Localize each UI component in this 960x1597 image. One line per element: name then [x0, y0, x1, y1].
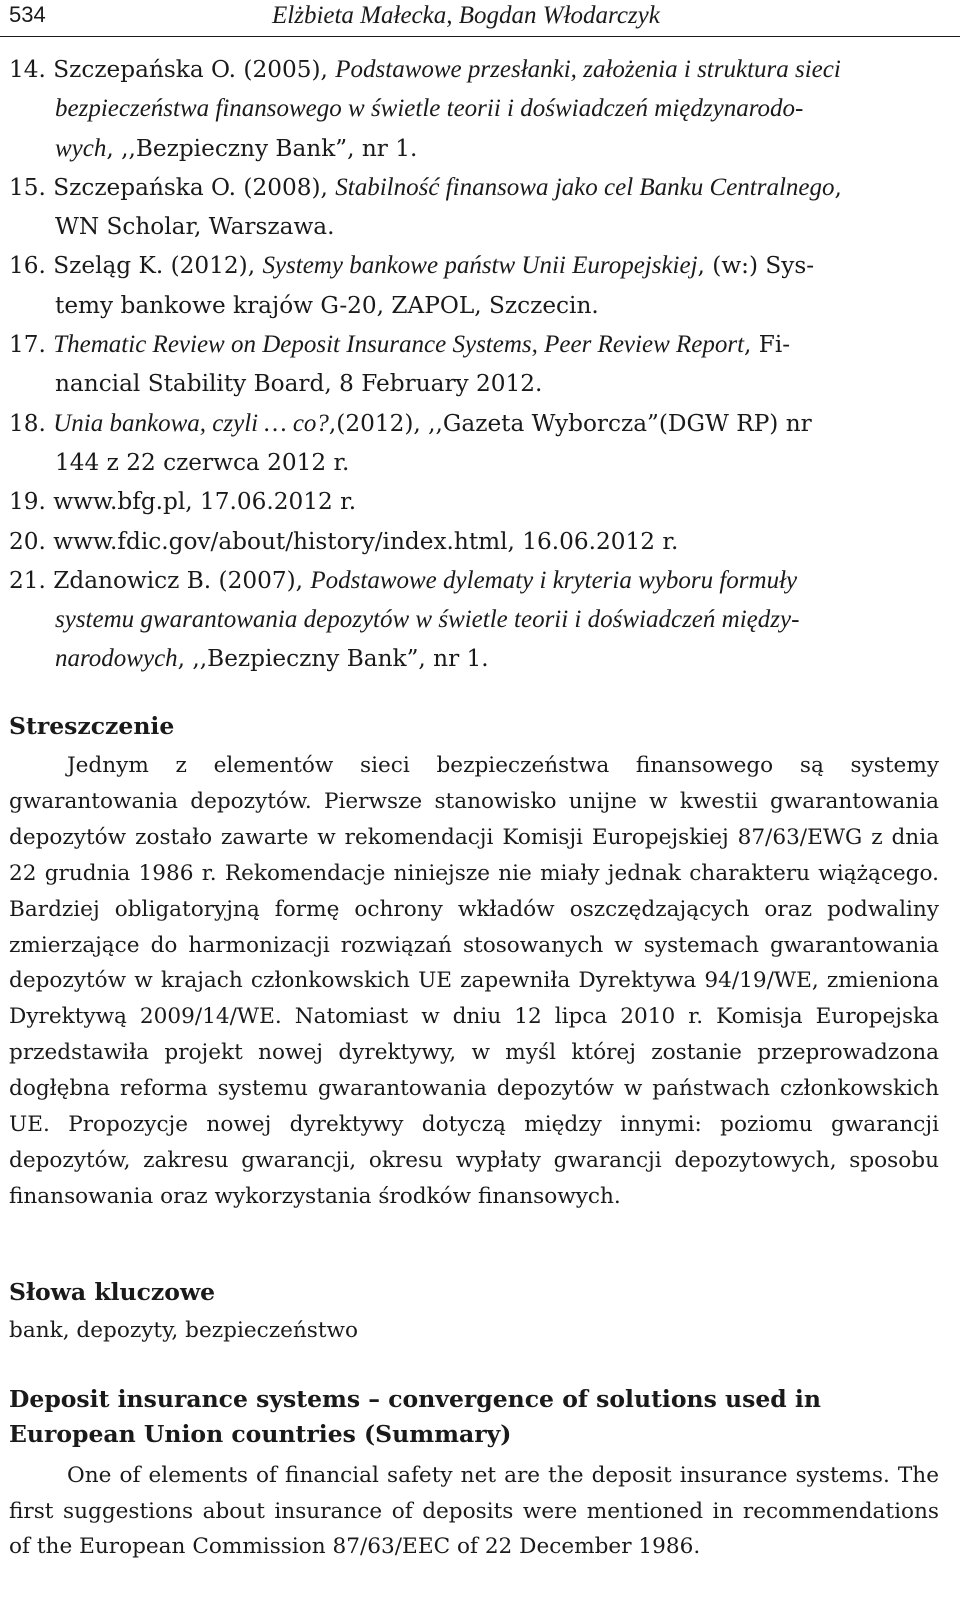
reference-17-title: Thematic Review on Deposit Insurance Systems, Peer Review Report	[53, 331, 745, 359]
reference-18-number: 18.	[9, 409, 54, 437]
reference-14-author: 14. Szczepańska O. (2005),	[9, 56, 336, 83]
reference-14-title-cont: bezpieczeństwa finansowego w świetle teorii i doświadczeń międzynarodo-	[55, 95, 804, 123]
reference-15-publisher: WN Scholar, Warszawa.	[55, 213, 335, 241]
reference-21-source: , ,,Bezpieczny Bank”, nr 1.	[177, 645, 489, 673]
reference-16	[9, 246, 944, 325]
reference-18-source: ,(2012), ,,Gazeta Wyborcza”(DGW RP) nr	[328, 409, 812, 437]
reference-18	[9, 404, 944, 483]
reference-15-author: 15. Szczepańska O. (2008),	[9, 173, 336, 201]
reference-21	[9, 561, 944, 679]
reference-15	[9, 168, 944, 247]
reference-17-number: 17.	[9, 331, 54, 359]
reference-14	[9, 50, 944, 168]
reference-17	[9, 325, 944, 404]
reference-list	[9, 50, 944, 679]
summary-paragraph	[9, 1458, 939, 1565]
reference-15-title: Stabilność finansowa jako cel Banku Centralnego	[335, 173, 835, 201]
page-number: 534	[9, 2, 46, 27]
summary-title: Deposit insurance systems – convergence of solutions used in European Union countries (Summary)	[9, 1385, 821, 1448]
reference-19-link: 19. www.bfg.pl, 17.06.2012 r.	[9, 488, 357, 516]
streszczenie-text: Jednym z elementów sieci bezpieczeństwa finansowego są systemy gwarantowania depozytów. Pierwsze stanowisko unijne w kwestii gwarantowania depozytów zostało zawarte w rekomendacji Komisji Europejskiej 87/63/EWG z dnia 22 grudnia 1986 r. Rekomendacje niniejsze nie miały jednak charakteru wiążącego. Bardziej obligatoryjną formę ochrony wkładów oszczędzających oraz podwaliny zmierzające do harmonizacji rozwiązań stosowanych w systemach gwarantowania depozytów w krajach członkowskich UE zapewniła Dyrektywa 94/19/WE, zmieniona Dyrektywą 2009/14/WE. Natomiast w dniu 12 lipca 2010 r. Komisja Europejska przedstawiła projekt nowej dyrektywy, w myśl której zostanie przeprowadzona dogłębna reforma systemu gwarantowania depozytów w państwach członkowskich UE. Propozycje nowej dyrektywy dotyczą między innymi: poziomu gwarancji depozytów, zakresu gwarancji, okresu wypłaty gwarancji depozytowych, sposobu finansowania oraz wykorzystania środków finansowych.	[9, 753, 939, 1209]
running-header	[0, 0, 960, 37]
reference-21-title-cont: systemu gwarantowania depozytów w świetle teorii i doświadczeń między-	[55, 606, 800, 634]
reference-20	[9, 522, 944, 561]
keywords-heading: Słowa kluczowe	[9, 1278, 216, 1306]
reference-16-source: temy bankowe krajów G-20, ZAPOL, Szczecin.	[55, 291, 599, 319]
reference-18-date: 144 z 22 czerwca 2012 r.	[55, 448, 350, 476]
reference-21-title: Podstawowe dylematy i kryteria wyboru formuły	[310, 566, 798, 594]
summary-text: One of elements of financial safety net are the deposit insurance systems. The first suggestions about insurance of deposits were mentioned in recommendations of the European Commission 87/63/EEC of 22 December 1986.	[9, 1463, 939, 1559]
reference-14-source: , ,,Bezpieczny Bank”, nr 1.	[106, 134, 418, 162]
reference-16-in: , (w:) Sys-	[697, 252, 815, 280]
reference-16-title: Systemy bankowe państw Unii Europejskiej	[262, 252, 698, 280]
reference-14-title-end: wych	[55, 134, 107, 162]
reference-15-sep: ,	[834, 173, 842, 201]
reference-16-author: 16. Szeląg K. (2012),	[9, 252, 263, 280]
streszczenie-paragraph	[9, 748, 939, 1215]
reference-19	[9, 482, 944, 521]
reference-14-title: Podstawowe przesłanki, założenia i struktura sieci	[335, 56, 841, 83]
keywords-list: bank, depozyty, bezpieczeństwo	[9, 1318, 359, 1343]
reference-17-sep: , Fi-	[744, 331, 791, 359]
reference-17-source: nancial Stability Board, 8 February 2012.	[55, 370, 543, 398]
streszczenie-heading: Streszczenie	[9, 712, 175, 740]
reference-20-link: 20. www.fdic.gov/about/history/index.html, 16.06.2012 r.	[9, 527, 679, 555]
running-header-authors: Elżbieta Małecka, Bogdan Włodarczyk	[272, 2, 660, 29]
reference-21-title-end: narodowych	[55, 645, 178, 673]
reference-18-title: Unia bankowa, czyli … co?	[53, 409, 329, 437]
reference-21-author: 21. Zdanowicz B. (2007),	[9, 566, 311, 594]
